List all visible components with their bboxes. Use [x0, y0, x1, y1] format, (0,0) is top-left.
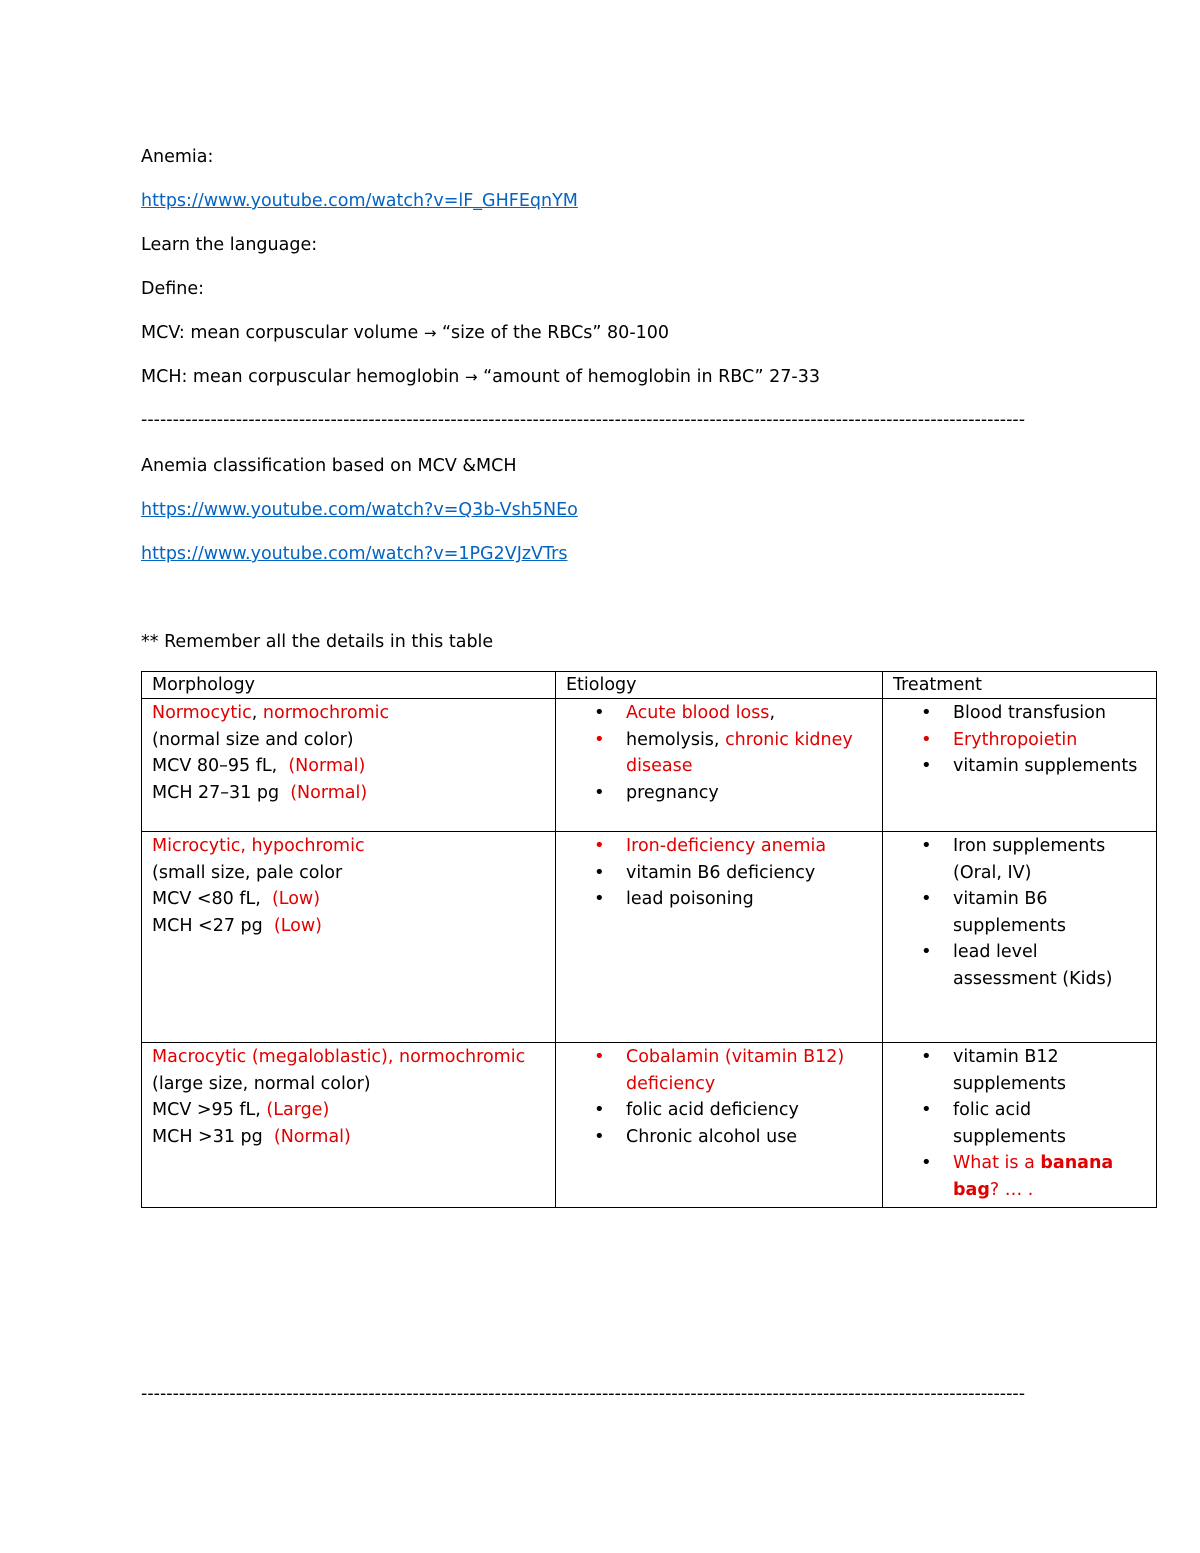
divider-bottom: --------------------------------------------------------------------------------------------------------------------------------------------: [141, 1384, 1026, 1404]
list-item: [556, 1124, 872, 1151]
treatment-item-text: Erythropoietin: [953, 729, 1078, 750]
etiology-item-text: hemolysis,: [626, 729, 726, 750]
mcv-definition: [141, 322, 669, 344]
mcv-term: MCV: mean corpuscular volume: [141, 323, 424, 343]
morphology-description: (normal size and color): [152, 729, 354, 750]
etiology-list: [556, 1044, 872, 1150]
mch-value: MCH >31 pg: [152, 1126, 274, 1147]
etiology-cell: [556, 699, 883, 832]
treatment-item-text: vitamin B6 supplements: [953, 889, 1066, 936]
etiology-item-text: pregnancy: [626, 782, 719, 803]
mch-range: [152, 913, 545, 940]
etiology-list: [556, 833, 872, 913]
mcv-tag: (Large): [266, 1100, 330, 1120]
list-item: [556, 1097, 872, 1124]
list-item: [883, 700, 1146, 727]
morphology-title: Microcytic, hypochromic: [152, 836, 365, 856]
etiology-cell: [556, 832, 883, 1043]
morphology-title: Macrocytic (megaloblastic), normochromic: [152, 1047, 526, 1067]
treatment-item-text: What is a: [953, 1153, 1041, 1173]
treatment-list: [883, 1044, 1146, 1203]
etiology-item-text-red: chronic kidney disease: [626, 729, 853, 776]
list-item: [883, 1150, 1146, 1203]
treatment-list: [883, 833, 1146, 992]
treatment-item-text: Blood transfusion: [953, 703, 1106, 723]
etiology-item-text: Cobalamin (vitamin B12) deficiency: [626, 1047, 845, 1094]
divider-top: --------------------------------------------------------------------------------------------------------------------------------------------: [141, 410, 1026, 430]
list-item: [556, 860, 872, 887]
mch-tag: (Normal): [273, 1126, 351, 1147]
mcv-value: MCV <80 fL,: [152, 889, 272, 909]
mch-term: MCH: mean corpuscular hemoglobin: [141, 367, 465, 387]
arrow-right-icon: →: [464, 368, 478, 386]
list-item: [883, 727, 1146, 754]
header-treatment: Treatment: [883, 672, 1157, 699]
list-item: [556, 727, 872, 780]
etiology-cell: [556, 1043, 883, 1208]
treatment-cell: [883, 832, 1157, 1043]
morphology-title-sep: ,: [251, 703, 263, 723]
etiology-list: [556, 700, 872, 806]
mcv-meaning: “size of the RBCs” 80-100: [436, 323, 670, 343]
define-heading: Define:: [141, 279, 205, 299]
treatment-item-text: Iron supplements (Oral, IV): [953, 836, 1106, 883]
mcv-tag: (Normal): [288, 756, 366, 776]
youtube-link-2[interactable]: https://www.youtube.com/watch?v=Q3b-Vsh5NEo: [141, 500, 578, 520]
list-item: [883, 833, 1146, 886]
list-item: [556, 886, 872, 913]
etiology-item-text: lead poisoning: [626, 889, 754, 909]
morphology-description: (small size, pale color: [152, 862, 343, 883]
etiology-item-text: Chronic alcohol use: [626, 1126, 798, 1147]
page-title: Anemia:: [141, 147, 214, 167]
mch-range: [152, 1124, 545, 1151]
mch-meaning: “amount of hemoglobin in RBC” 27-33: [477, 367, 820, 387]
morphology-cell: [142, 699, 556, 832]
anemia-classification-table: [141, 671, 1157, 1208]
morphology-cell: [142, 1043, 556, 1208]
learn-language-text: Learn the language:: [141, 235, 318, 255]
etiology-item-text: Iron-deficiency anemia: [626, 836, 827, 856]
etiology-item-text: vitamin B6 deficiency: [626, 862, 816, 883]
treatment-item-text: vitamin B12 supplements: [953, 1047, 1066, 1094]
mcv-value: MCV >95 fL,: [152, 1100, 267, 1120]
morphology-cell: [142, 832, 556, 1043]
remember-note: ** Remember all the details in this table: [141, 632, 494, 652]
list-item: [556, 700, 872, 727]
etiology-item-tail: ,: [769, 703, 776, 723]
mch-tag: (Low): [273, 915, 323, 936]
classification-heading: Anemia classification based on MCV &MCH: [141, 456, 517, 476]
header-etiology: Etiology: [556, 672, 883, 699]
arrow-right-icon: →: [423, 324, 437, 342]
list-item: [556, 780, 872, 807]
list-item: [883, 753, 1146, 780]
mcv-tag: (Low): [271, 889, 321, 909]
morphology-title: [152, 700, 545, 727]
treatment-item-text: folic acid supplements: [953, 1100, 1066, 1147]
mch-range: [152, 780, 545, 807]
mcv-range: [152, 1097, 545, 1124]
treatment-item-tail: ? … .: [989, 1179, 1034, 1200]
mch-definition: [141, 366, 820, 388]
mch-value: MCH <27 pg: [152, 915, 274, 936]
header-morphology: Morphology: [142, 672, 556, 699]
list-item: [883, 886, 1146, 939]
mcv-value: MCV 80–95 fL,: [152, 756, 289, 776]
treatment-cell: [883, 1043, 1157, 1208]
morphology-title-b: normochromic: [262, 703, 390, 723]
youtube-link-3[interactable]: https://www.youtube.com/watch?v=1PG2VJzVTrs: [141, 544, 568, 564]
treatment-cell: [883, 699, 1157, 832]
table-row: [142, 832, 1157, 1043]
treatment-item-text: lead level assessment (Kids): [953, 942, 1113, 989]
banana-bag-text: banana bag: [953, 1153, 1114, 1200]
mch-value: MCH 27–31 pg: [152, 782, 291, 803]
list-item: [883, 1097, 1146, 1150]
list-item: [556, 833, 872, 860]
list-item: [883, 939, 1146, 992]
table-row: [142, 699, 1157, 832]
youtube-link-1[interactable]: https://www.youtube.com/watch?v=lF_GHFEqnYM: [141, 191, 578, 211]
mcv-range: [152, 886, 545, 913]
etiology-item-text: folic acid deficiency: [626, 1100, 799, 1120]
morphology-description: (large size, normal color): [152, 1073, 371, 1094]
table-row: [142, 1043, 1157, 1208]
list-item: [883, 1044, 1146, 1097]
mch-tag: (Normal): [290, 782, 368, 803]
list-item: [556, 1044, 872, 1097]
etiology-item-text: Acute blood loss: [626, 703, 770, 723]
table-header-row: [142, 672, 1157, 699]
treatment-list: [883, 700, 1146, 780]
treatment-item-text: vitamin supplements: [953, 756, 1138, 776]
morphology-title-a: Normocytic: [152, 703, 252, 723]
mcv-range: [152, 753, 545, 780]
